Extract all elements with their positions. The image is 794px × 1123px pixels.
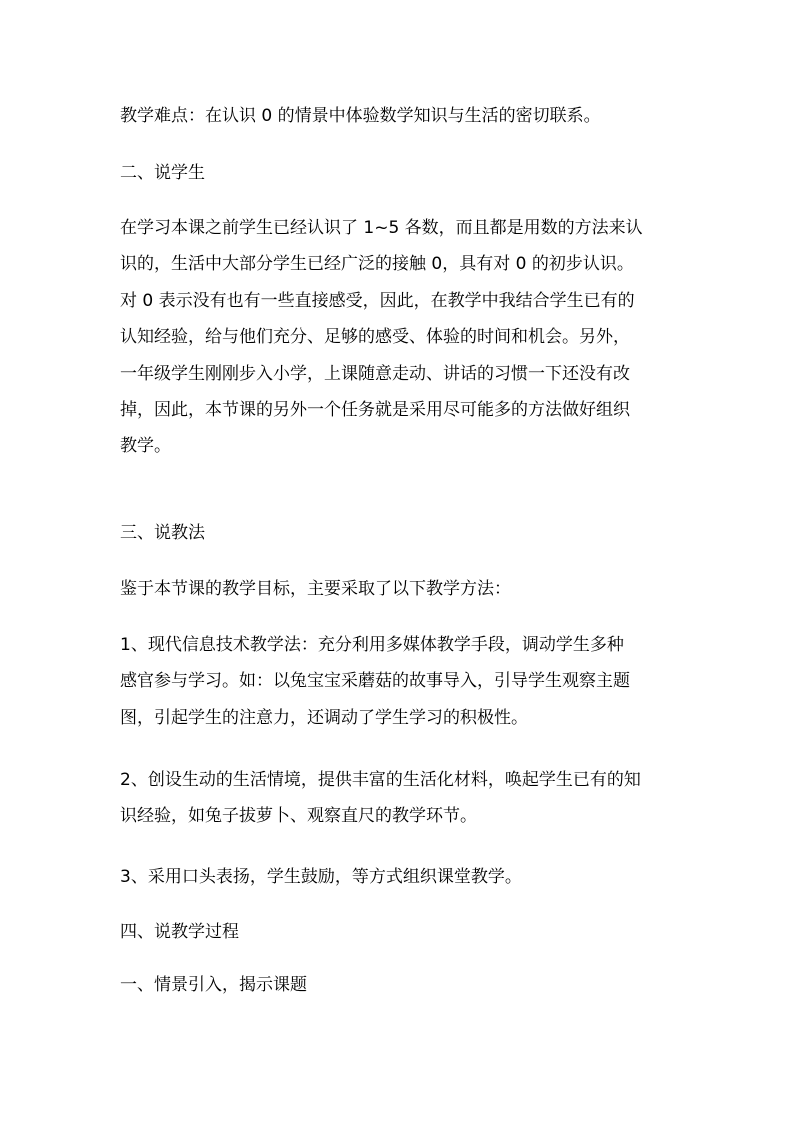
section-heading-methods-text: 三、说教法 [120, 523, 205, 543]
subsection-heading-intro-text: 一、情景引入，揭示课题 [120, 975, 307, 995]
students-line: 教学。 [120, 436, 171, 457]
teaching-difficulty-text: 教学难点：在认识 0 的情景中体验数学知识与生活的密切联系。 [120, 106, 601, 126]
students-line: 认知经验，给与他们充分、足够的感受、体验的时间和机会。另外， [120, 327, 630, 348]
method-3-paragraph [120, 859, 692, 895]
method-1-line: 感官参与学习。如：以兔宝宝采蘑菇的故事导入，引导学生观察主题 [120, 671, 630, 692]
section-heading-process [120, 914, 692, 950]
method-3-text: 3、采用口头表扬，学生鼓励，等方式组织课堂教学。 [120, 867, 522, 887]
students-line: 识的，生活中大部分学生已经广泛的接触 0，具有对 0 的初步认识。 [120, 254, 634, 275]
methods-intro-paragraph [120, 571, 692, 607]
method-1-line: 图，引起学生的注意力，还调动了学生学习的积极性。 [120, 707, 528, 728]
teaching-difficulty-paragraph [120, 98, 692, 134]
method-2-paragraph [120, 762, 692, 835]
section-heading-students [120, 155, 692, 191]
section-heading-methods [120, 515, 692, 551]
method-1-line: 1、现代信息技术教学法：充分利用多媒体教学手段，调动学生多种 [120, 635, 624, 655]
method-2-line: 2、创设生动的生活情境，提供丰富的生活化材料，唤起学生已有的知 [120, 770, 641, 790]
students-paragraph [120, 210, 692, 465]
section-heading-students-text: 二、说学生 [120, 163, 205, 183]
students-line: 掉，因此，本节课的另外一个任务就是采用尽可能多的方法做好组织 [120, 400, 630, 421]
students-line: 在学习本课之前学生已经认识了 1~5 各数，而且都是用数的方法来认 [120, 218, 643, 238]
method-1-paragraph [120, 627, 692, 736]
methods-intro-text: 鉴于本节课的教学目标，主要采取了以下教学方法： [120, 579, 511, 599]
method-2-line: 识经验，如兔子拔萝卜、观察直尺的教学环节。 [120, 806, 477, 827]
section-heading-process-text: 四、说教学过程 [120, 922, 239, 942]
students-line: 对 0 表示没有也有一些直接感受，因此，在教学中我结合学生已有的 [120, 290, 635, 311]
students-line: 一年级学生刚刚步入小学，上课随意走动、讲话的习惯一下还没有改 [120, 363, 630, 384]
subsection-heading-intro [120, 967, 692, 1003]
